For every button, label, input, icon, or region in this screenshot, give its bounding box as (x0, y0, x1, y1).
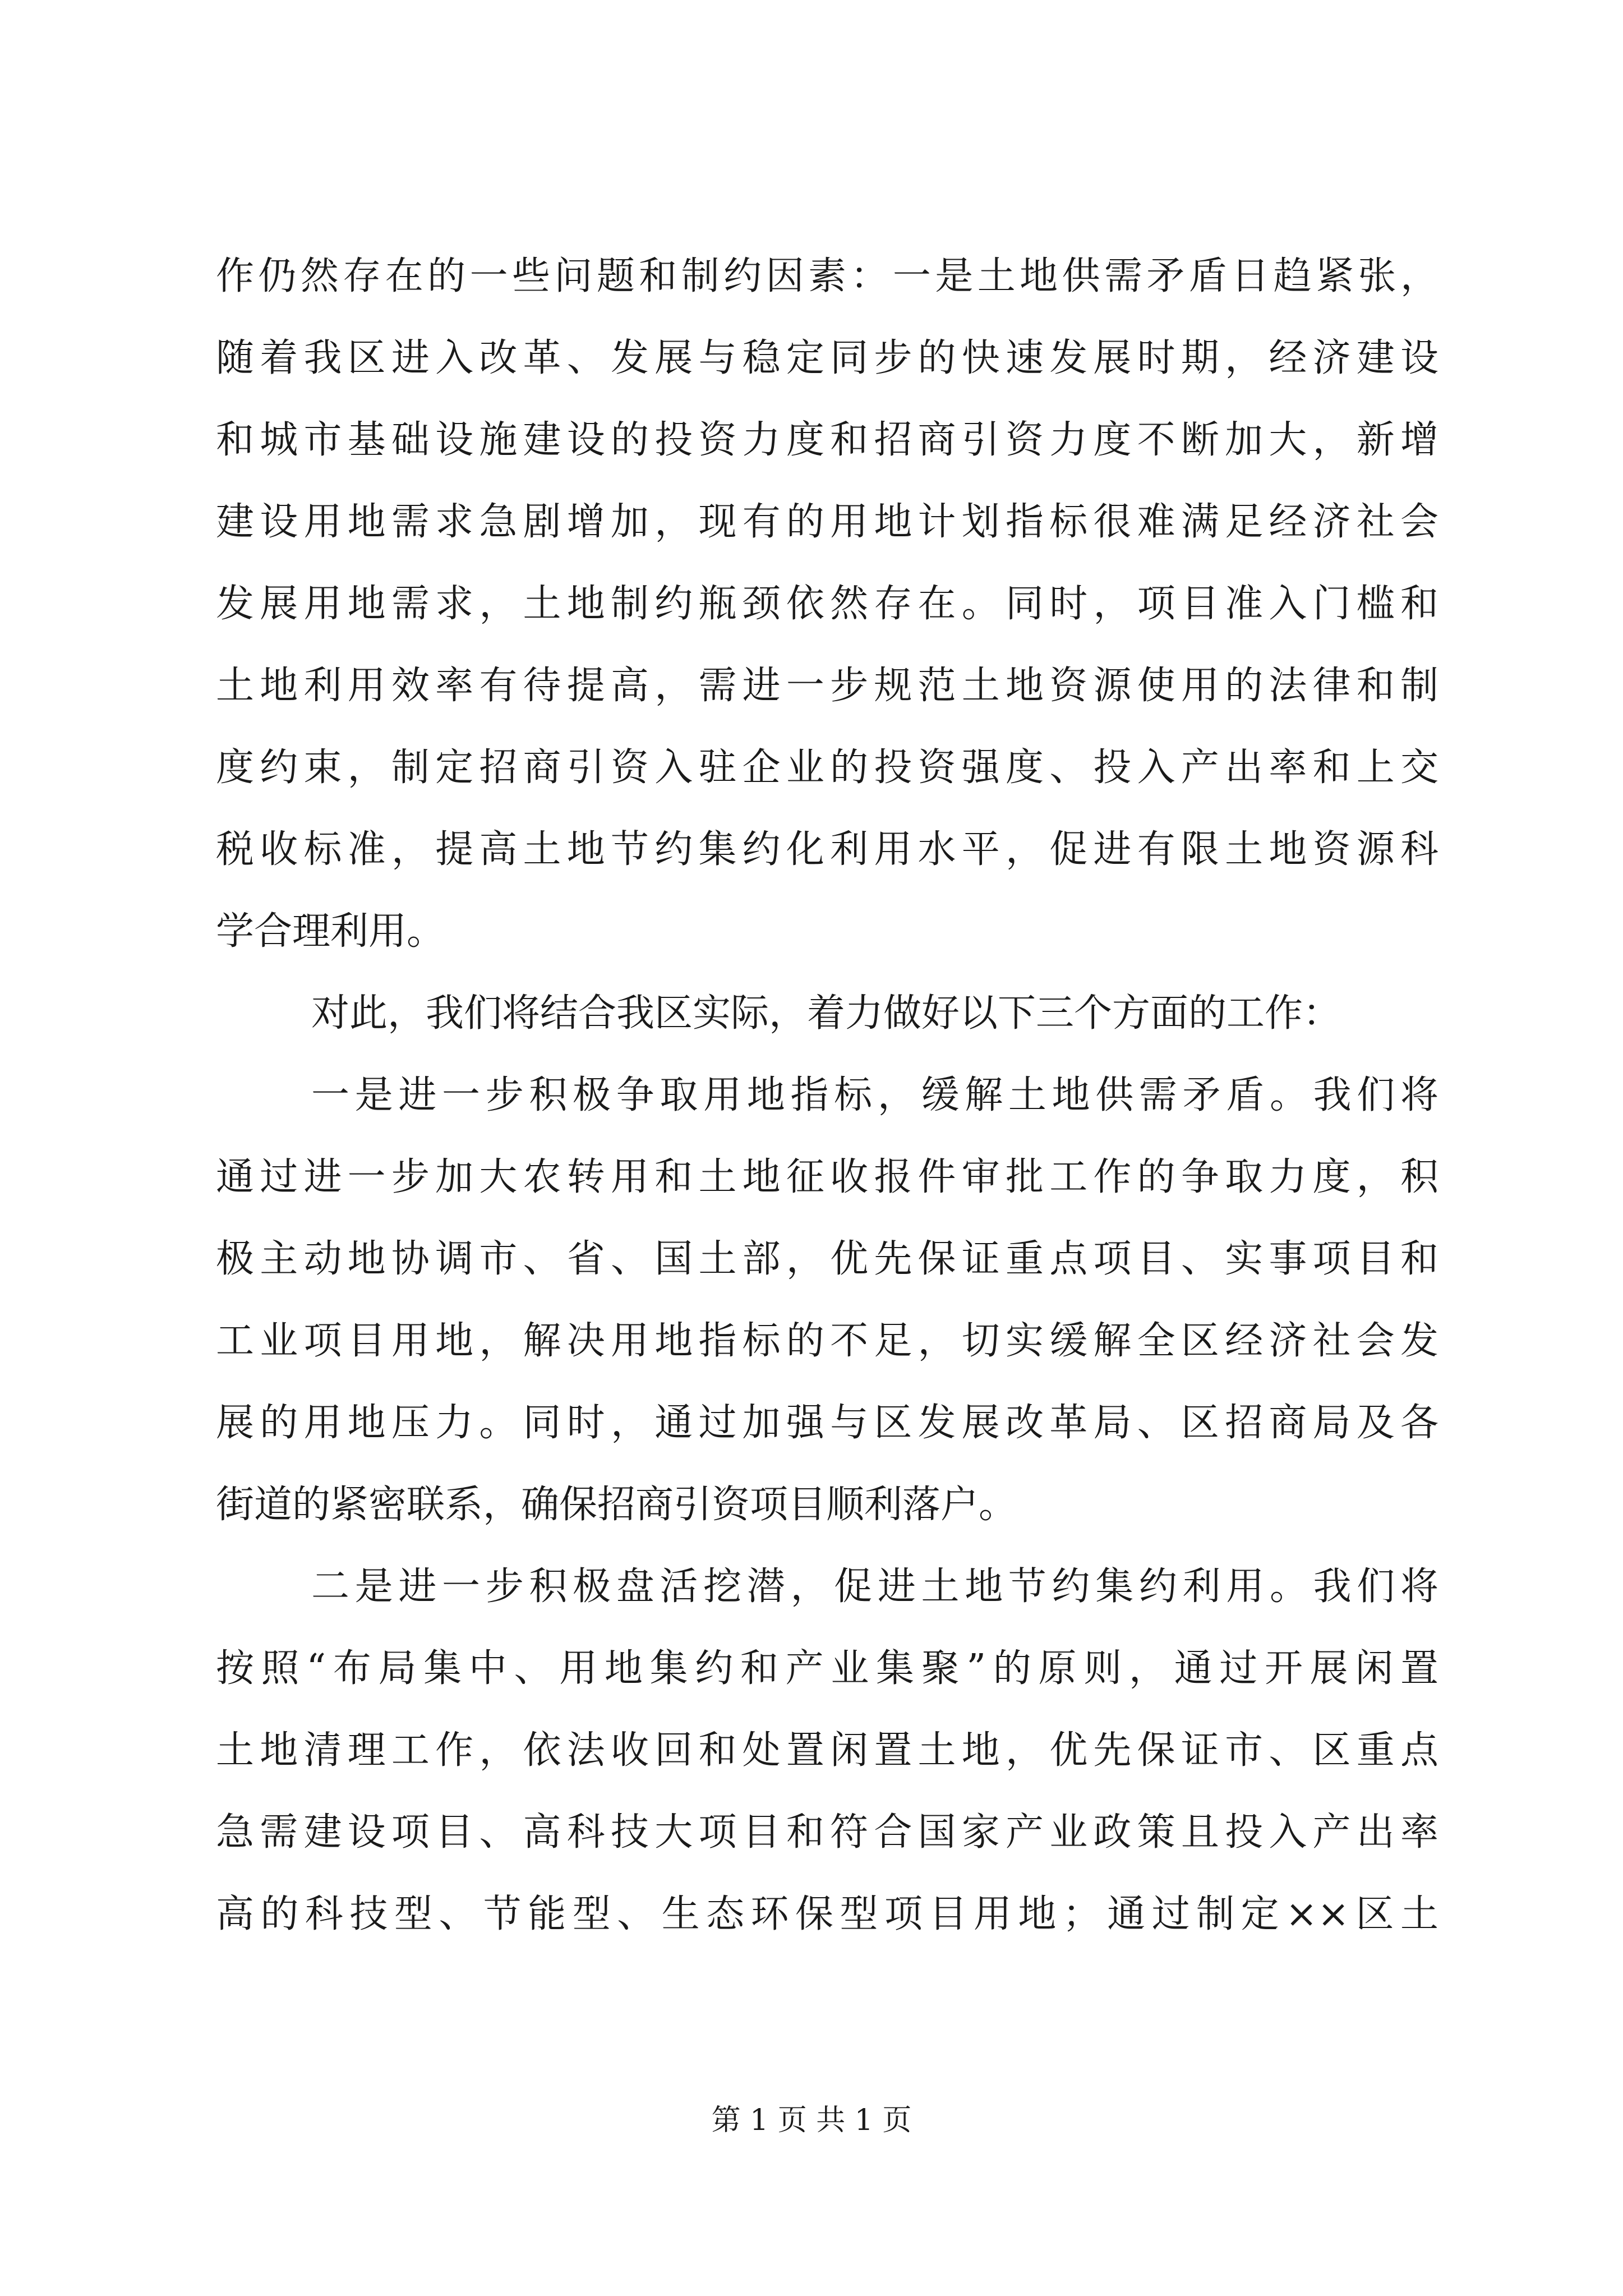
text-line: 学合理利用。 (216, 909, 445, 954)
text-line: 街道的紧密联系，确保招商引资项目顺利落户。 (216, 1483, 1017, 1527)
text-line: 税收标准，提高土地节约集约化利用水平，促进有限土地资源科 (216, 827, 1438, 872)
body-text (216, 236, 1438, 1955)
text-line: 展的用地压力。同时，通过加强与区发展改革局、区招商局及各 (216, 1401, 1438, 1445)
text-line: 发展用地需求，土地制约瓶颈依然存在。同时，项目准入门槛和 (216, 582, 1438, 626)
text-line: 高的科技型、节能型、生态环保型项目用地；通过制定××区土 (216, 1892, 1438, 1936)
page-number: 第 1 页 共 1 页 (711, 2104, 912, 2137)
text-line: 按照“布局集中、用地集约和产业集聚”的原则，通过开展闲置 (216, 1646, 1438, 1691)
text-line: 作仍然存在的一些问题和制约因素：一是土地供需矛盾日趋紧张， (216, 254, 1438, 298)
text-line: 一是进一步积极争取用地指标，缓解土地供需矛盾。我们将 (311, 1073, 1438, 1117)
text-line: 随着我区进入改革、发展与稳定同步的快速发展时期，经济建设 (216, 336, 1438, 380)
text-line: 建设用地需求急剧增加，现有的用地计划指标很难满足经济社会 (216, 500, 1438, 544)
text-line: 对此，我们将结合我区实际，着力做好以下三个方面的工作： (311, 991, 1341, 1036)
text-line: 极主动地协调市、省、国土部，优先保证重点项目、实事项目和 (216, 1237, 1438, 1281)
text-line: 急需建设项目、高科技大项目和符合国家产业政策且投入产出率 (216, 1810, 1438, 1855)
text-line: 土地利用效率有待提高，需进一步规范土地资源使用的法律和制 (216, 664, 1438, 708)
text-line: 通过进一步加大农转用和土地征收报件审批工作的争取力度，积 (216, 1155, 1438, 1199)
text-line: 度约束，制定招商引资入驻企业的投资强度、投入产出率和上交 (216, 746, 1438, 790)
text-line: 工业项目用地，解决用地指标的不足，切实缓解全区经济社会发 (216, 1319, 1438, 1363)
text-line: 土地清理工作，依法收回和处置闲置土地，优先保证市、区重点 (216, 1728, 1438, 1773)
text-line: 和城市基础设施建设的投资力度和招商引资力度不断加大，新增 (216, 418, 1438, 462)
text-line: 二是进一步积极盘活挖潜，促进土地节约集约利用。我们将 (311, 1565, 1438, 1609)
